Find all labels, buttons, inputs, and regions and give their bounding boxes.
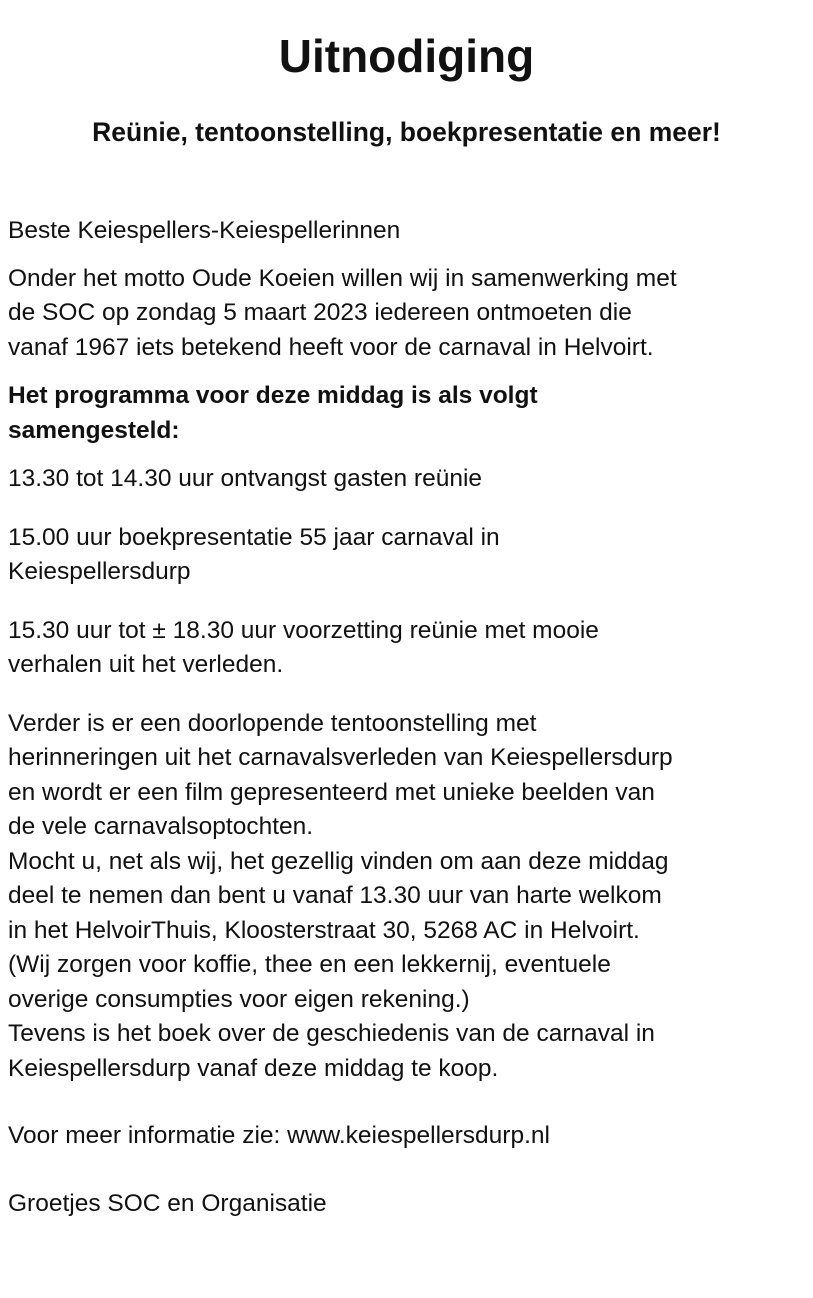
greeting: Beste Keiespellers-Keiespellerinnen bbox=[8, 217, 401, 244]
intro-paragraph: Onder het motto Oude Koeien willen wij in samenwerking met de SOC op zondag 5 maart 2023 iedereen ontmoeten die vanaf 1967 iets betekend heeft voor de carnaval in Helvoirt. bbox=[8, 264, 677, 361]
closing: Groetjes SOC en Organisatie bbox=[8, 1189, 327, 1217]
letter-body bbox=[8, 214, 808, 1221]
program-heading: Het programma voor deze middag is als volgt samengesteld: bbox=[8, 382, 538, 444]
page-title: Uitnodiging bbox=[278, 30, 535, 82]
program-item: 13.30 tot 14.30 uur ontvangst gasten reünie bbox=[8, 465, 483, 492]
details-paragraph: Verder is er een doorlopende tentoonstelling met herinneringen uit het carnavalsverleden van Keiespellersdurp en wordt er een film gepresenteerd met unieke beelden van de vele carnavalsoptochten. Mocht u, net als wij, het gezellig vinden om aan deze middag deel te nemen dan bent u vanaf 13.30 uur van harte welkom in het HelvoirThuis, Kloosterstraat 30, 5268 AC in Helvoirt. (Wij zorgen voor koffie, thee en een lekkernij, eventuele overige consumpties voor eigen rekening.) Tevens is het boek over de geschiedenis van de carnaval in Keiespellersdurp vanaf deze middag te koop. bbox=[8, 709, 673, 1082]
more-info: Voor meer informatie zie: www.keiespellersdurp.nl bbox=[8, 1122, 550, 1149]
program-item: 15.00 uur boekpresentatie 55 jaar carnaval in Keiespellersdurp bbox=[8, 523, 500, 585]
program-item: 15.30 uur tot ± 18.30 uur voorzetting reünie met mooie verhalen uit het verleden. bbox=[8, 616, 599, 678]
page-subtitle: Reünie, tentoonstelling, boekpresentatie en meer! bbox=[92, 117, 721, 147]
